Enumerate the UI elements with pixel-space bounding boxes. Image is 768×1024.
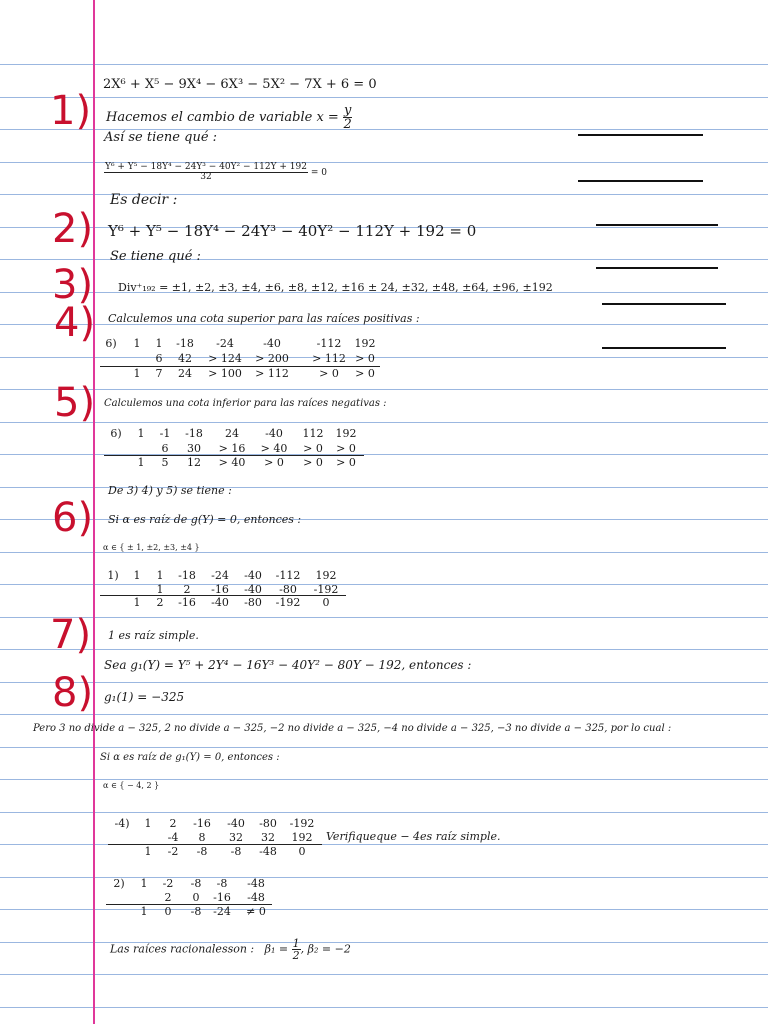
verify-note: Verifiqueque − 4es raíz simple. bbox=[326, 830, 501, 843]
beta1-prefix: β₁ = bbox=[264, 942, 289, 956]
es-decir: Es decir : bbox=[110, 192, 178, 208]
blank-line bbox=[602, 303, 726, 305]
table-3-cell-r0-c3: -18 bbox=[178, 569, 196, 582]
table-5-cell-r1-c2: 2 bbox=[164, 891, 172, 904]
ruled-line bbox=[0, 714, 768, 715]
table-4-cell-r0-c6: -192 bbox=[289, 817, 315, 830]
alpha-candidates: α ∈ { ± 1, ±2, ±3, ±4 } bbox=[103, 543, 200, 552]
table-3-cell-r1-c4: -16 bbox=[211, 582, 229, 596]
blank-line bbox=[578, 134, 703, 136]
ruled-line bbox=[0, 617, 768, 618]
table-1-cell-r2-c3: 24 bbox=[178, 367, 192, 380]
table-4-cell-r2-c1: 1 bbox=[144, 845, 152, 858]
step-mark-6: 6) bbox=[52, 495, 94, 541]
step-mark-2: 2) bbox=[52, 206, 94, 252]
big-fraction bbox=[104, 163, 308, 182]
ruled-line bbox=[0, 974, 768, 975]
table-1-cell-r2-c7: > 0 bbox=[355, 367, 375, 380]
from-345: De 3) 4) y 5) se tiene : bbox=[108, 484, 232, 497]
table-4-cell-r2-c4: -8 bbox=[230, 845, 242, 858]
table-4-cell-r1-c2: -4 bbox=[167, 831, 179, 844]
ruled-line bbox=[0, 747, 768, 748]
table-4-cell-r0-c3: -16 bbox=[193, 817, 211, 830]
table-5-cell-r1-c5: -48 bbox=[247, 891, 265, 904]
table-2-cell-r2-c3: 12 bbox=[187, 456, 201, 469]
table-1-cell-r1-c3: 42 bbox=[178, 352, 192, 365]
fraction-numerator: y bbox=[343, 103, 352, 118]
table-3-cell-r2-c7: 0 bbox=[322, 596, 330, 609]
lower-bound-text: Calculemos una cota inferior para las raíces negativas : bbox=[104, 398, 387, 409]
table-3-cell-r1-c6: -80 bbox=[279, 582, 297, 596]
table-5-cell-r0-c5: -48 bbox=[247, 877, 265, 890]
blank-line bbox=[578, 180, 703, 182]
table-2-cell-r0-c7: 192 bbox=[335, 427, 357, 440]
table-4-cell-r2-c5: -48 bbox=[259, 845, 277, 858]
table-2-cell-r0-c4: 24 bbox=[225, 427, 239, 440]
table-3-cell-r2-c5: -80 bbox=[244, 596, 262, 609]
step-mark-1: 1) bbox=[50, 88, 92, 134]
step-mark-8: 8) bbox=[52, 670, 94, 716]
table-1-cell-r0-c1: 1 bbox=[133, 337, 141, 350]
alpha-candidates-2: α ∈ { − 4, 2 } bbox=[103, 781, 160, 790]
table-4-cell-r1-c3: 8 bbox=[198, 831, 206, 844]
simple-root-note: 1 es raíz simple. bbox=[108, 629, 199, 642]
table-3-cell-r2-c3: -16 bbox=[178, 596, 196, 609]
table-5-cell-r0-c4: -8 bbox=[216, 877, 228, 890]
beta1-numerator: 1 bbox=[292, 937, 300, 950]
ruled-line bbox=[0, 389, 768, 390]
table-1-cell-r2-c1: 1 bbox=[133, 367, 141, 380]
variable-change-text: Hacemos el cambio de variable x = bbox=[106, 110, 339, 125]
table-2-cell-r1-c5: > 40 bbox=[260, 441, 288, 455]
big-fraction-denominator: 32 bbox=[200, 172, 212, 182]
table-4-cell-r0-c1: 1 bbox=[144, 817, 152, 830]
table-1-cell-r1-c7: > 0 bbox=[355, 352, 375, 365]
table-4-divider bbox=[108, 844, 322, 845]
big-fraction-numerator: Y⁶ + Y⁵ − 18Y⁴ − 24Y³ − 40Y² − 112Y + 192 bbox=[105, 162, 307, 172]
table-1-cell-r2-c2: 7 bbox=[155, 367, 163, 380]
table-3-cell-r0-c7: 192 bbox=[315, 569, 337, 582]
table-2-cell-r2-c7: > 0 bbox=[336, 456, 356, 469]
divisibility-note: Pero 3 no divide a − 325, 2 no divide a − 325, −2 no divide a − 325, −4 no divide a − 325, −3 no divide a − 325, por lo cual : bbox=[33, 723, 672, 734]
table-3-cell-r0-c0: 1) bbox=[107, 569, 119, 582]
table-2-cell-r1-c6: > 0 bbox=[303, 441, 323, 455]
ruled-line bbox=[0, 97, 768, 98]
table-3-cell-r1-c5: -40 bbox=[244, 582, 262, 596]
table-1-cell-r1-c4: > 124 bbox=[208, 352, 242, 365]
table-2-cell-r1-c2: 6 bbox=[161, 441, 169, 455]
table-2-cell-r2-c6: > 0 bbox=[303, 456, 323, 469]
step-mark-4: 4) bbox=[54, 300, 96, 346]
table-1-divider bbox=[100, 366, 380, 367]
table-2-cell-r2-c5: > 0 bbox=[264, 456, 284, 469]
ruled-line bbox=[0, 584, 768, 585]
variable-change-line bbox=[106, 104, 352, 131]
table-4-cell-r0-c4: -40 bbox=[227, 817, 245, 830]
define-g1: Sea g₁(Y) = Y⁵ + 2Y⁴ − 16Y³ − 40Y² − 80Y − 192, entonces : bbox=[104, 658, 472, 672]
table-3-cell-r0-c1: 1 bbox=[133, 569, 141, 582]
divisors-line: Div⁺₁₉₂ = ±1, ±2, ±3, ±4, ±6, ±8, ±12, ±16 ± 24, ±32, ±48, ±64, ±96, ±192 bbox=[118, 281, 553, 294]
table-1-cell-r0-c3: -18 bbox=[176, 337, 194, 350]
table-1-cell-r1-c5: > 200 bbox=[255, 352, 289, 365]
ruled-line bbox=[0, 552, 768, 553]
table-2-cell-r0-c3: -18 bbox=[185, 427, 203, 440]
upper-bound-text: Calculemos una cota superior para las raíces positivas : bbox=[108, 312, 420, 325]
table-5-cell-r2-c5: ≠ 0 bbox=[246, 905, 266, 918]
table-4-cell-r1-c4: 32 bbox=[229, 831, 243, 844]
table-5-divider bbox=[106, 904, 272, 905]
table-1-cell-r0-c6: -112 bbox=[316, 337, 342, 350]
step-mark-7: 7) bbox=[50, 612, 92, 658]
blank-line bbox=[596, 267, 718, 269]
table-1-cell-r2-c4: > 100 bbox=[208, 367, 242, 380]
table-4-cell-r0-c2: 2 bbox=[169, 817, 177, 830]
table-4-cell-r0-c0: -4) bbox=[114, 817, 130, 830]
if-alpha-root-g1: Si α es raíz de g₁(Y) = 0, entonces : bbox=[100, 752, 280, 763]
table-3-cell-r1-c2: 1 bbox=[156, 582, 164, 596]
table-2-cell-r0-c5: -40 bbox=[265, 427, 283, 440]
table-1-cell-r0-c2: 1 bbox=[155, 337, 163, 350]
rational-roots-label: Las raíces racionalesson : bbox=[110, 942, 255, 956]
table-2-cell-r0-c1: 1 bbox=[137, 427, 145, 440]
table-5-cell-r1-c3: 0 bbox=[192, 891, 200, 904]
fraction-rhs: = 0 bbox=[310, 168, 327, 178]
ruled-line bbox=[0, 812, 768, 813]
table-3-divider bbox=[100, 595, 346, 596]
table-3-cell-r0-c5: -40 bbox=[244, 569, 262, 582]
g1-value: g₁(1) = −325 bbox=[104, 690, 185, 704]
ruled-line bbox=[0, 909, 768, 910]
table-1-cell-r0-c7: 192 bbox=[354, 337, 376, 350]
step-mark-5: 5) bbox=[54, 380, 96, 426]
table-3-cell-r2-c2: 2 bbox=[156, 596, 164, 609]
table-2-cell-r1-c7: > 0 bbox=[336, 441, 356, 455]
asi-se-tiene: Así se tiene qué : bbox=[104, 130, 218, 145]
main-equation: 2X⁶ + X⁵ − 9X⁴ − 6X³ − 5X² − 7X + 6 = 0 bbox=[103, 77, 377, 92]
table-5-cell-r0-c1: 1 bbox=[140, 877, 148, 890]
table-1-cell-r1-c6: > 112 bbox=[312, 352, 346, 365]
beta1-denominator: 2 bbox=[292, 949, 300, 962]
table-1-cell-r2-c6: > 0 bbox=[319, 367, 339, 380]
polynomial-equation: Y⁶ + Y⁵ − 18Y⁴ − 24Y³ − 40Y² − 112Y + 192 = 0 bbox=[108, 222, 477, 240]
ruled-line bbox=[0, 422, 768, 423]
table-3-cell-r2-c1: 1 bbox=[133, 596, 141, 609]
table-2-cell-r1-c4: > 16 bbox=[218, 441, 246, 455]
y-over-2-fraction bbox=[343, 104, 352, 131]
table-4-cell-r1-c5: 32 bbox=[261, 831, 275, 844]
table-4-cell-r2-c2: -2 bbox=[167, 845, 179, 858]
table-1-cell-r0-c5: -40 bbox=[263, 337, 281, 350]
table-5-cell-r2-c4: -24 bbox=[213, 905, 231, 918]
se-tiene: Se tiene qué : bbox=[110, 249, 201, 264]
table-4-cell-r1-c6: 192 bbox=[291, 831, 313, 844]
table-5-cell-r2-c1: 1 bbox=[140, 905, 148, 918]
table-4-cell-r2-c6: 0 bbox=[298, 845, 306, 858]
table-2-cell-r2-c2: 5 bbox=[161, 456, 169, 469]
table-5-cell-r0-c0: 2) bbox=[113, 877, 125, 890]
table-1-cell-r0-c4: -24 bbox=[216, 337, 234, 350]
blank-line bbox=[602, 347, 726, 349]
table-5-cell-r2-c3: -8 bbox=[190, 905, 202, 918]
table-2-cell-r0-c6: 112 bbox=[302, 427, 324, 440]
table-5-cell-r2-c2: 0 bbox=[164, 905, 172, 918]
step-mark-3: 3) bbox=[52, 262, 94, 308]
table-4-cell-r2-c3: -8 bbox=[196, 845, 208, 858]
fraction-denominator: 2 bbox=[343, 117, 352, 132]
table-4-cell-r0-c5: -80 bbox=[259, 817, 277, 830]
table-1-cell-r2-c5: > 112 bbox=[255, 367, 289, 380]
table-2-cell-r2-c1: 1 bbox=[137, 456, 145, 469]
ruled-line bbox=[0, 649, 768, 650]
table-5-cell-r0-c3: -8 bbox=[190, 877, 202, 890]
table-3-cell-r0-c6: -112 bbox=[275, 569, 301, 582]
table-1-cell-r1-c2: 6 bbox=[155, 352, 163, 365]
table-3-cell-r2-c6: -192 bbox=[275, 596, 301, 609]
table-5-cell-r1-c4: -16 bbox=[213, 891, 231, 904]
table-1-cell-r0-c0: 6) bbox=[105, 337, 117, 350]
fraction-equation bbox=[104, 163, 327, 182]
table-2-cell-r0-c0: 6) bbox=[110, 427, 122, 440]
beta1-fraction bbox=[292, 938, 301, 961]
table-3-cell-r0-c4: -24 bbox=[211, 569, 229, 582]
table-2-cell-r2-c4: > 40 bbox=[218, 456, 246, 469]
ruled-line bbox=[0, 682, 768, 683]
table-2-cell-r0-c2: -1 bbox=[159, 427, 171, 440]
rational-roots-line bbox=[110, 938, 351, 961]
table-3-cell-r1-c7: -192 bbox=[313, 582, 339, 596]
ruled-line bbox=[0, 1007, 768, 1008]
beta-rest: , β₂ = −2 bbox=[300, 942, 351, 956]
table-3-cell-r0-c2: 1 bbox=[156, 569, 164, 582]
table-3-cell-r2-c4: -40 bbox=[211, 596, 229, 609]
table-5-cell-r0-c2: -2 bbox=[162, 877, 174, 890]
table-2-cell-r1-c3: 30 bbox=[187, 441, 201, 455]
ruled-line bbox=[0, 64, 768, 65]
blank-line bbox=[596, 224, 718, 226]
table-3-cell-r1-c3: 2 bbox=[183, 582, 191, 596]
margin-line bbox=[93, 0, 95, 1024]
if-alpha-root: Si α es raíz de g(Y) = 0, entonces : bbox=[108, 513, 302, 526]
table-2-divider bbox=[104, 455, 364, 456]
ruled-line bbox=[0, 779, 768, 780]
